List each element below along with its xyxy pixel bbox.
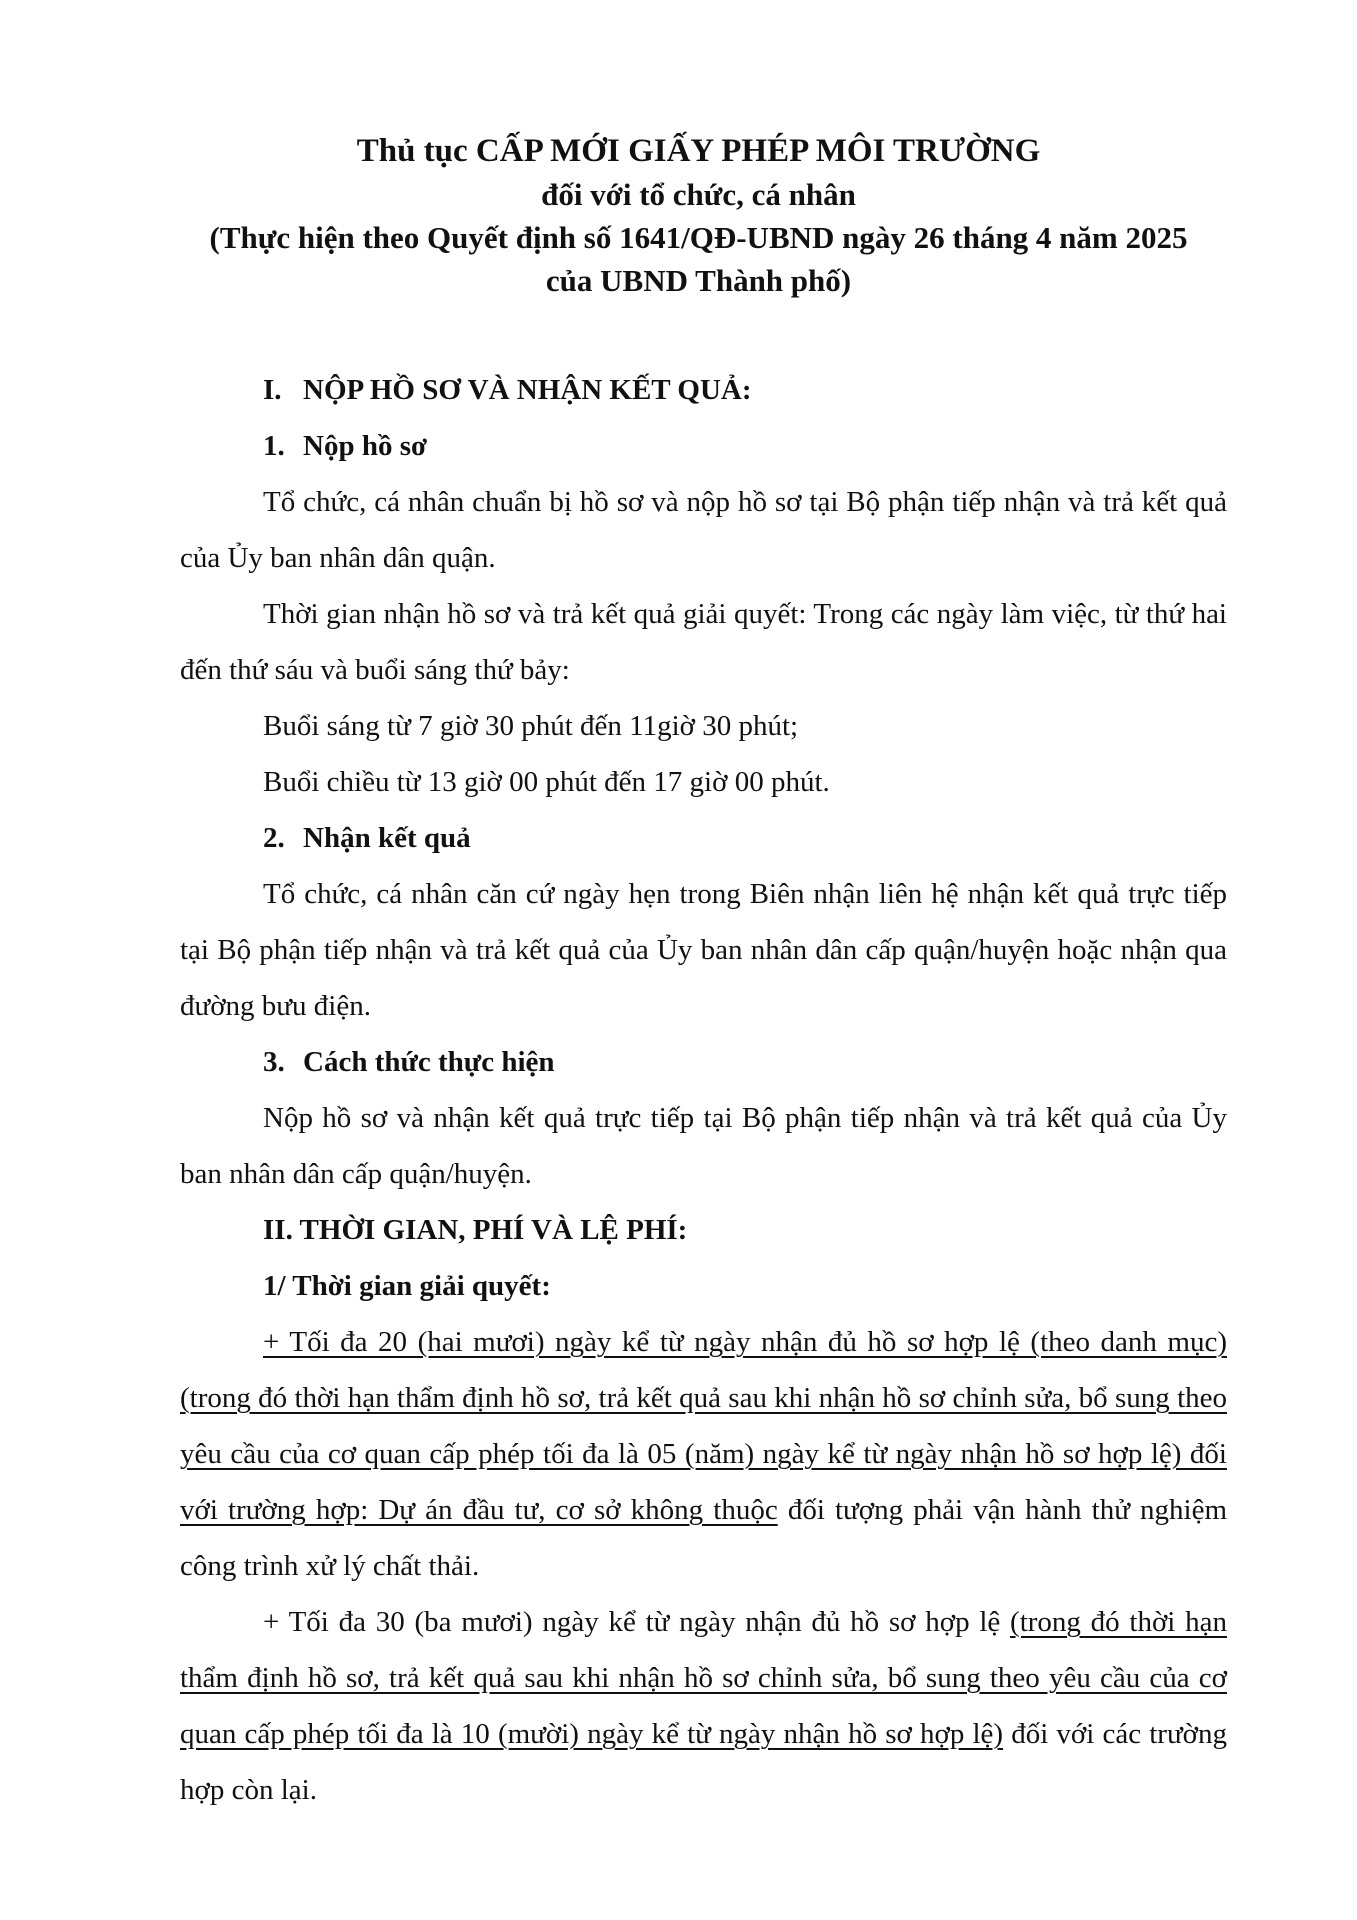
subsection-1-2-heading-text: Nhận kết quả [303,822,471,854]
paragraph-receive-result: Tổ chức, cá nhân căn cứ ngày hẹn trong Biên nhận liên hệ nhận kết quả trực tiếp tại Bộ phận tiếp nhận và trả kết quả của Ủy ban nhân dân cấp quận/huyện hoặc nhận qua đường bưu điện. [180,878,1227,1022]
time-item-2-underlined: (trong đó thời hạn thẩm định hồ sơ, trả kết quả sau khi nhận hồ sơ chỉnh sửa, bổ sung theo yêu cầu của cơ quan cấp phép tối đa là 10 (mười) ngày kể từ ngày nhận hồ sơ hợp lệ) [180,1606,1227,1750]
time-item-2-start: + Tối đa 30 (ba mươi) ngày kể từ ngày nhận đủ hồ sơ hợp lệ [263,1606,1011,1638]
title-line-4: của UBND Thành phố) [545,263,852,298]
time-item-2-rest: đối với các trường hợp còn lại. [180,1718,1227,1806]
document-title [170,130,1227,302]
title-line-3: (Thực hiện theo Quyết định số 1641/QĐ-UBND ngày 26 tháng 4 năm 2025 [209,220,1188,255]
subsection-1-3-number: 3. [263,1046,285,1078]
subsection-1-1-heading-text: Nộp hồ sơ [303,430,428,462]
section-1-number: I. [263,374,282,406]
section-1-heading [180,362,1227,418]
time-item-1-rest: đối tượng phải vận hành thử nghiệm công trình xử lý chất thải. [180,1494,1228,1582]
paragraph-method: Nộp hồ sơ và nhận kết quả trực tiếp tại Bộ phận tiếp nhận và trả kết quả của Ủy ban nhân dân cấp quận/huyện. [180,1102,1227,1190]
time-item-1-underlined: + Tối đa 20 (hai mươi) ngày kể từ ngày nhận đủ hồ sơ hợp lệ (theo danh mục) (trong đó thời hạn thẩm định hồ sơ, trả kết quả sau khi nhận hồ sơ chỉnh sửa, bổ sung theo yêu cầu của cơ quan cấp phép tối đa là 05 (năm) ngày kể từ ngày nhận hồ sơ hợp lệ) đối với trường hợp: Dự án đầu tư, cơ sở không thuộc [180,1326,1227,1526]
subsection-1-1-heading [180,418,1227,474]
subsection-1-1-number: 1. [263,430,285,462]
time-item-2 [180,1594,1227,1818]
morning-hours: Buổi sáng từ 7 giờ 30 phút đến 11giờ 30 phút; [263,710,799,742]
afternoon-hours: Buổi chiều từ 13 giờ 00 phút đến 17 giờ 00 phút. [263,766,830,798]
section-2-heading: II. THỜI GIAN, PHÍ VÀ LỆ PHÍ: [263,1214,688,1246]
subsection-2-1-heading: 1/ Thời gian giải quyết: [263,1270,551,1302]
subsection-1-3-heading-text: Cách thức thực hiện [303,1046,555,1078]
time-item-1 [180,1314,1227,1594]
document-body [180,362,1227,1818]
section-1-heading-text: NỘP HỒ SƠ VÀ NHẬN KẾT QUẢ: [303,374,752,406]
subsection-1-3-heading [180,1034,1227,1090]
subsection-1-2-number: 2. [263,822,285,854]
title-line-1: Thủ tục CẤP MỚI GIẤY PHÉP MÔI TRƯỜNG [356,133,1041,169]
paragraph-submit-location: Tổ chức, cá nhân chuẩn bị hồ sơ và nộp hồ sơ tại Bộ phận tiếp nhận và trả kết quả của Ủy ban nhân dân quận. [180,486,1227,574]
title-line-2: đối với tổ chức, cá nhân [541,177,856,212]
paragraph-working-time: Thời gian nhận hồ sơ và trả kết quả giải quyết: Trong các ngày làm việc, từ thứ hai đến thứ sáu và buổi sáng thứ bảy: [180,598,1227,686]
subsection-1-2-heading [180,810,1227,866]
